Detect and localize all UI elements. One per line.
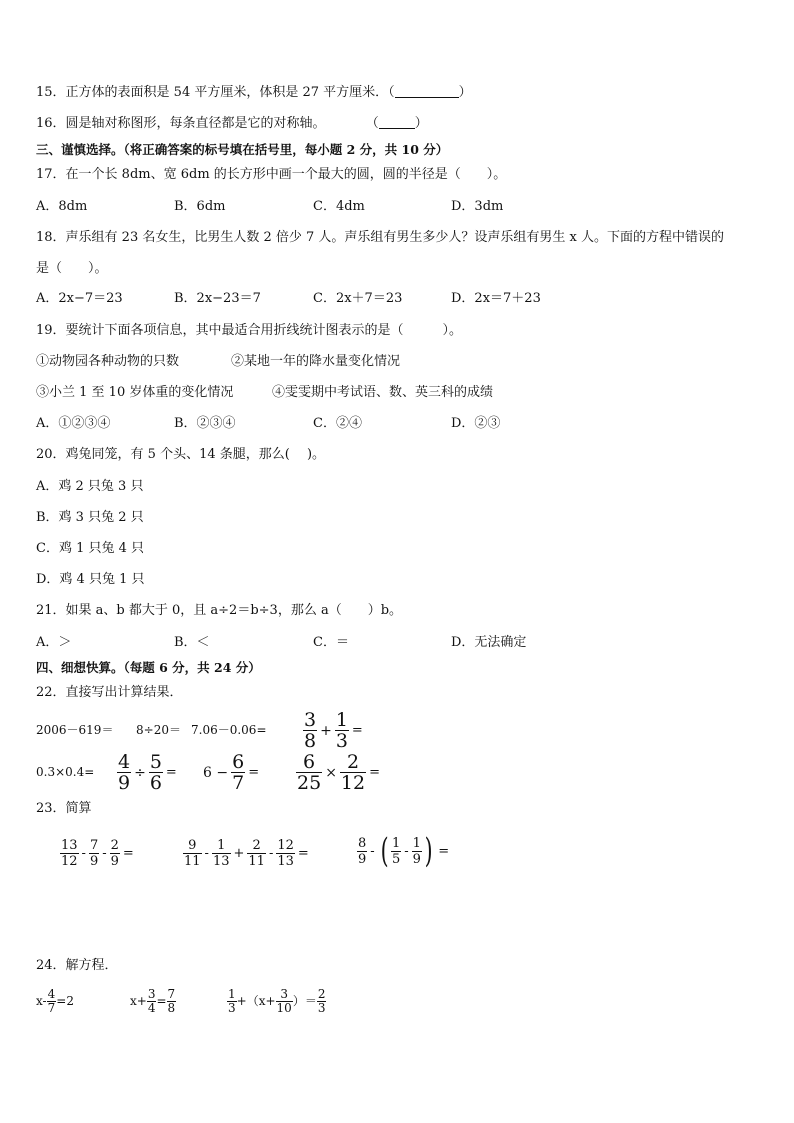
- equation-1: x- $\frac{4}{7}$ =2: [36, 987, 74, 1015]
- answer-blank[interactable]: [379, 116, 415, 129]
- option-d[interactable]: D．无法确定: [451, 635, 527, 650]
- q19-item-3: ③小兰 1 至 10 岁体重的变化情况: [36, 385, 234, 400]
- question-16: 16．圆是轴对称图形，每条直径都是它的对称轴。 （ ）: [36, 116, 428, 131]
- q17-options: [36, 198, 756, 216]
- option-a[interactable]: A．鸡 2 只兔 3 只: [36, 479, 144, 494]
- option-a[interactable]: A．＞: [36, 635, 72, 650]
- equation-2: x+ $\frac{3}{4}$ = $\frac{7}{8}$: [130, 987, 176, 1015]
- option-b[interactable]: B．2x−23＝7: [174, 291, 261, 306]
- option-c[interactable]: C．4dm: [313, 199, 365, 214]
- question-22: 22．直接写出计算结果．: [36, 685, 183, 700]
- calc-fraction-3: 6 − $\frac{6}{7}$ =: [203, 751, 260, 794]
- question-18-cont: 是（ ）。: [36, 261, 108, 276]
- option-d[interactable]: D．鸡 4 只兔 1 只: [36, 572, 145, 587]
- simplify-3: 8 9 - ( 1 5 - 1 9 ) =: [358, 831, 450, 871]
- question-18: 18．声乐组有 23 名女生，比男生人数 2 倍少 7 人。声乐组有男生多少人？设声乐组有男生 x 人。下面的方程中错误的: [36, 230, 725, 245]
- section-heading-3: 三、谨慎选择。（将正确答案的标号填在括号里，每小题 2 分，共 10 分）: [36, 142, 449, 157]
- question-15: 15．正方体的表面积是 54 平方厘米，体积是 27 平方厘米．（ ）: [36, 85, 472, 100]
- option-a[interactable]: A．2x−7＝23: [36, 291, 123, 306]
- option-b[interactable]: B．6dm: [174, 199, 226, 214]
- simplify-2: 9 11 - 1 13 + $\frac{2}{11}$ - $\frac{12}{13}$ =: [184, 838, 309, 869]
- option-c[interactable]: C．＝: [313, 635, 349, 650]
- option-a[interactable]: A．①②③④: [36, 416, 111, 431]
- option-a[interactable]: A．8dm: [36, 199, 88, 214]
- question-23: 23．简算: [36, 801, 92, 816]
- section-heading-4: 四、细想快算。（每题 6 分，共 24 分）: [36, 660, 261, 675]
- q19-item-1: ①动物园各种动物的只数: [36, 354, 180, 369]
- question-20: 20．鸡兔同笼，有 5 个头、14 条腿，那么( )。: [36, 447, 326, 462]
- question-17: 17．在一个长 8dm、宽 6dm 的长方形中画一个最大的圆，圆的半径是（ ）。: [36, 167, 507, 182]
- option-d[interactable]: D．2x＝7＋23: [451, 291, 541, 306]
- simplify-1: 13 12 - 7 9 - $\frac{2}{9}$ =: [61, 838, 134, 869]
- calc-2: 8÷20＝: [136, 723, 181, 737]
- option-d[interactable]: D．3dm: [451, 199, 504, 214]
- answer-blank[interactable]: [395, 85, 459, 98]
- q19-item-4: ④雯雯期中考试语、数、英三科的成绩: [272, 385, 494, 400]
- q19-options: [36, 415, 756, 433]
- option-c[interactable]: C．②④: [313, 416, 362, 431]
- calc-1: 2006－619＝: [36, 723, 114, 737]
- q18-options: [36, 290, 756, 308]
- calc-3: 7.06－0.06=: [191, 723, 267, 737]
- calc-4: 0.3×0.4=: [36, 765, 95, 779]
- calc-fraction-2: $\frac{4}{9}$ ÷ $\frac{5}{6}$ =: [118, 751, 177, 794]
- option-b[interactable]: B．＜: [174, 635, 210, 650]
- option-b[interactable]: B．鸡 3 只兔 2 只: [36, 510, 144, 525]
- calc-fraction-4: $\frac{6}{25}$ × $\frac{2}{12}$ =: [297, 751, 381, 794]
- question-24: 24．解方程．: [36, 958, 118, 973]
- equation-3: 1 3 +（x+ $\frac{3}{10}$ ）＝ 2 3: [228, 987, 326, 1015]
- option-d[interactable]: D．②③: [451, 416, 501, 431]
- q21-options: [36, 634, 756, 652]
- question-21: 21．如果 a、b 都大于 0，且 a÷2＝b÷3，那么 a（ ）b。: [36, 603, 403, 618]
- calc-fraction-1: 3 8 + $\frac{1}{3}$ =: [304, 709, 363, 752]
- question-19: 19．要统计下面各项信息，其中最适合用折线统计图表示的是（ ）。: [36, 323, 463, 338]
- option-c[interactable]: C．2x＋7＝23: [313, 291, 403, 306]
- q19-item-2: ②某地一年的降水量变化情况: [231, 354, 401, 369]
- option-c[interactable]: C．鸡 1 只兔 4 只: [36, 541, 145, 556]
- option-b[interactable]: B．②③④: [174, 416, 236, 431]
